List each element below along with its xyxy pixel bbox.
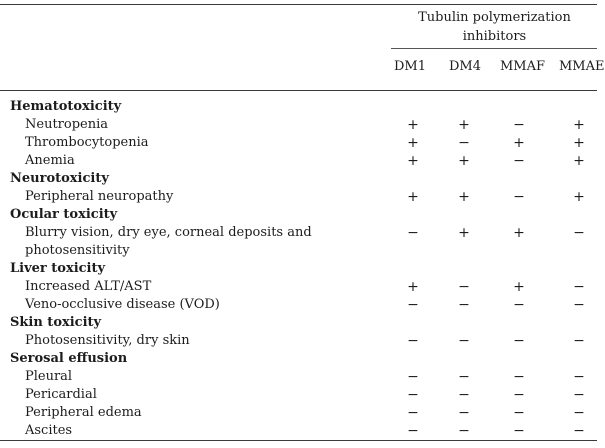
category-label: Ocular toxicity xyxy=(10,207,118,222)
table-row xyxy=(0,134,597,152)
category-row xyxy=(0,98,597,116)
cell-mmaf: − xyxy=(513,189,525,205)
cell-mmaf: − xyxy=(513,117,525,133)
table-row xyxy=(0,386,597,404)
category-row xyxy=(0,260,597,278)
cell-dm4: + xyxy=(458,189,470,205)
column-header-rule xyxy=(0,90,597,91)
row-label: Thrombocytopenia xyxy=(25,135,149,150)
cell-dm1: + xyxy=(407,189,419,205)
row-label: Peripheral neuropathy xyxy=(25,189,174,204)
cell-dm4: + xyxy=(458,225,470,241)
table-row xyxy=(0,368,597,386)
table-row xyxy=(0,404,597,422)
cell-mmaf: + xyxy=(513,135,525,151)
cell-mmae: − xyxy=(573,225,585,241)
row-label: Peripheral edema xyxy=(25,405,142,420)
cell-mmae: + xyxy=(573,117,585,133)
cell-dm1: + xyxy=(407,117,419,133)
row-label: photosensitivity xyxy=(25,243,130,258)
cell-dm4: − xyxy=(458,387,470,403)
cell-mmaf: − xyxy=(513,333,525,349)
cell-dm4: − xyxy=(458,423,470,439)
cell-mmaf: − xyxy=(513,369,525,385)
cell-dm1: − xyxy=(407,423,419,439)
cell-dm4: − xyxy=(458,405,470,421)
cell-dm4: + xyxy=(458,117,470,133)
column-header-dm1: DM1 xyxy=(394,59,427,74)
table-bottom-rule xyxy=(0,440,597,441)
category-row xyxy=(0,206,597,224)
row-label: Ascites xyxy=(25,423,73,438)
cell-dm4: − xyxy=(458,135,470,151)
table-row xyxy=(0,188,597,206)
category-label: Hematotoxicity xyxy=(10,99,122,114)
category-label: Liver toxicity xyxy=(10,261,106,276)
cell-mmae: + xyxy=(573,153,585,169)
table-row xyxy=(0,242,597,260)
cell-mmaf: + xyxy=(513,225,525,241)
table-row xyxy=(0,224,597,242)
cell-mmaf: − xyxy=(513,423,525,439)
row-label: Blurry vision, dry eye, corneal deposits and xyxy=(25,225,312,240)
cell-mmae: − xyxy=(573,405,585,421)
cell-mmae: + xyxy=(573,135,585,151)
cell-mmaf: − xyxy=(513,297,525,313)
cell-dm4: − xyxy=(458,369,470,385)
cell-dm1: − xyxy=(407,387,419,403)
row-label: Veno-occlusive disease (VOD) xyxy=(25,297,220,312)
cell-mmae: − xyxy=(573,297,585,313)
cell-dm4: − xyxy=(458,333,470,349)
table-row xyxy=(0,278,597,296)
cell-dm1: + xyxy=(407,135,419,151)
table-row xyxy=(0,332,597,350)
column-header-mmae: MMAE xyxy=(559,59,605,74)
column-header-mmaf: MMAF xyxy=(500,59,546,74)
table-top-rule xyxy=(0,4,597,5)
category-label: Serosal effusion xyxy=(10,351,128,366)
cell-mmaf: + xyxy=(513,279,525,295)
category-label: Skin toxicity xyxy=(10,315,102,330)
cell-mmaf: − xyxy=(513,405,525,421)
cell-dm1: + xyxy=(407,279,419,295)
row-label: Pleural xyxy=(25,369,73,384)
cell-mmae: − xyxy=(573,333,585,349)
table-row xyxy=(0,422,597,440)
row-label: Photosensitivity, dry skin xyxy=(25,333,190,348)
cell-dm1: − xyxy=(407,369,419,385)
category-label: Neurotoxicity xyxy=(10,171,109,186)
cell-dm1: − xyxy=(407,297,419,313)
cell-dm1: − xyxy=(407,225,419,241)
cell-mmae: − xyxy=(573,423,585,439)
table-row xyxy=(0,296,597,314)
cell-mmae: + xyxy=(573,189,585,205)
row-label: Increased ALT/AST xyxy=(25,279,152,294)
row-label: Anemia xyxy=(25,153,75,168)
cell-mmaf: − xyxy=(513,387,525,403)
category-row xyxy=(0,350,597,368)
cell-mmaf: − xyxy=(513,153,525,169)
group-header-rule xyxy=(391,48,597,49)
table-row xyxy=(0,116,597,134)
category-row xyxy=(0,170,597,188)
cell-dm4: − xyxy=(458,279,470,295)
row-label: Neutropenia xyxy=(25,117,109,132)
cell-mmae: − xyxy=(573,279,585,295)
cell-dm1: − xyxy=(407,333,419,349)
cell-dm4: − xyxy=(458,297,470,313)
row-label: Pericardial xyxy=(25,387,97,402)
cell-dm1: + xyxy=(407,153,419,169)
cell-dm4: + xyxy=(458,153,470,169)
group-header: Tubulin polymerization inhibitors xyxy=(418,10,571,44)
cell-mmae: − xyxy=(573,387,585,403)
cell-mmae: − xyxy=(573,369,585,385)
column-header-dm4: DM4 xyxy=(449,59,482,74)
category-row xyxy=(0,314,597,332)
cell-dm1: − xyxy=(407,405,419,421)
table-row xyxy=(0,152,597,170)
